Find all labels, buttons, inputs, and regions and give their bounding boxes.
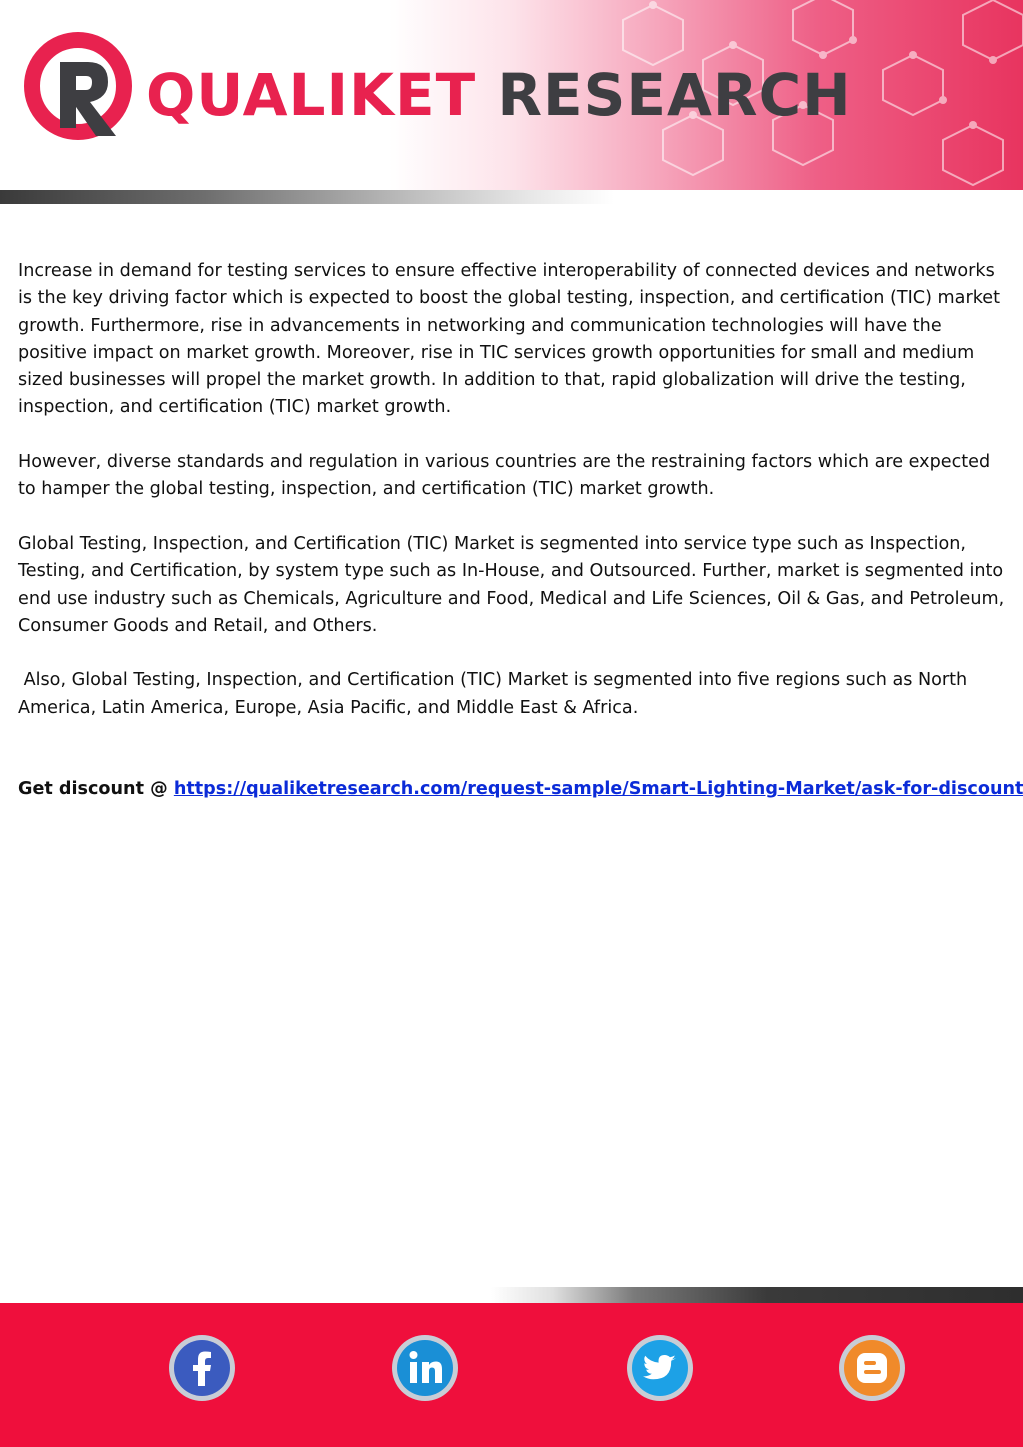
discount-link[interactable]: https://qualiketresearch.com/request-sample/Smart-Lighting-Market/ask-for-discount bbox=[173, 779, 1023, 800]
paragraph-regions: Also, Global Testing, Inspection, and Certification (TIC) Market is segmented into five regions such as North America, Latin America, Europe, Asia Pacific, and Middle East & Africa. bbox=[18, 670, 973, 718]
discount-label: Get discount @ bbox=[18, 779, 174, 800]
paragraph-restraints: However, diverse standards and regulation in various countries are the restraining factors which are expected to hamper the global testing, inspection, and certification (TIC) market growth. bbox=[18, 452, 991, 500]
header-stripe bbox=[0, 190, 1023, 204]
paragraph-drivers: Increase in demand for testing services to ensure effective interoperability of connected devices and networks is the key driving factor which is expected to boost the global testing, inspection, and certification (TIC) market growth. Furthermore, rise in advancements in networking and communication technologies will have the positive impact on market growth. Moreover, rise in TIC services growth opportunities for small and medium sized businesses will propel the market growth. In addition to that, rapid globalization will drive the testing, inspection, and certification (TIC) market growth. bbox=[18, 261, 1000, 418]
discount-line bbox=[18, 776, 1023, 803]
article-body bbox=[18, 258, 1023, 803]
paragraph-segmentation: Global Testing, Inspection, and Certification (TIC) Market is segmented into service type such as Inspection, Testing, and Certification, by system type such as In-House, and Outsourced. Further, market is segmented into end use industry such as Chemicals, Agriculture and Food, Medical and Life Sciences, Oil & Gas, and Petroleum, Consumer Goods and Retail, and Others. bbox=[18, 533, 1005, 636]
twitter-icon[interactable] bbox=[626, 1334, 694, 1402]
footer-stripe bbox=[0, 1287, 1023, 1303]
brand-name bbox=[146, 60, 852, 130]
brand-word-qualiket: QUALIKET bbox=[146, 61, 477, 129]
qr-logo-icon bbox=[20, 28, 140, 148]
facebook-icon[interactable] bbox=[168, 1334, 236, 1402]
brand-word-research: RESEARCH bbox=[497, 61, 852, 129]
header-banner bbox=[0, 0, 1023, 190]
blogger-icon[interactable] bbox=[838, 1334, 906, 1402]
linkedin-icon[interactable] bbox=[391, 1334, 459, 1402]
